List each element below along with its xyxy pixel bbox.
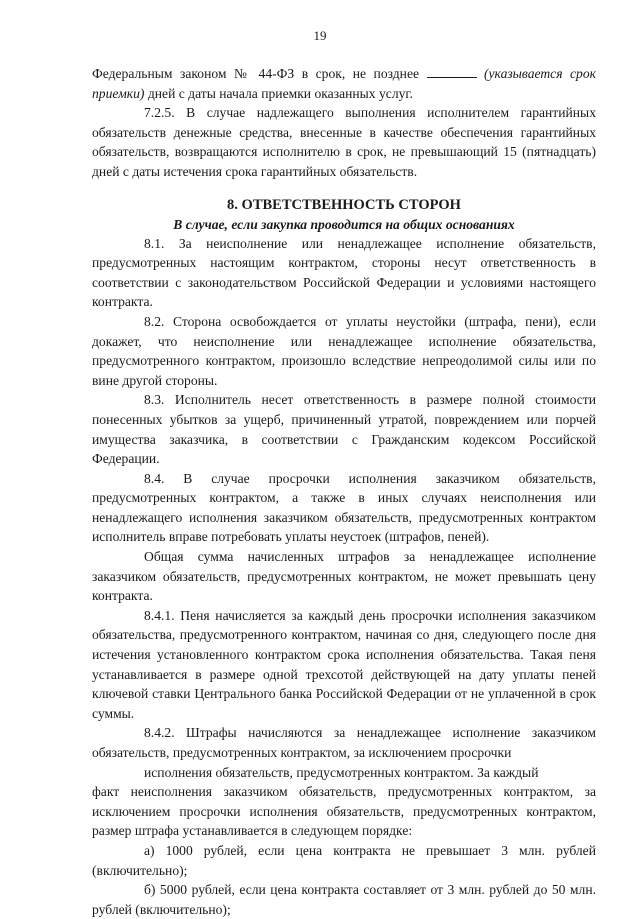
paragraph-item-b: б) 5000 рублей, если цена контракта составляет от 3 млн. рублей до 50 млн. рублей (включительно); bbox=[92, 882, 596, 917]
paragraph-8-4-1: 8.4.1. Пеня начисляется за каждый день просрочки исполнения заказчиком обязательства, предусмотренного контрактом, начиная со дня, следующего после дня истечения установленного контрактом срока исполнения обязательства. Такая пеня устанавливается в размере одной трехсотой действующей на дату уплаты пеней ключевой ставки Центрального банка Российской Федерации от не уплаченной в срок суммы. bbox=[92, 607, 596, 721]
paragraph-deadline-end: дней с даты начала приемки оказанных услуг. bbox=[144, 85, 413, 101]
paragraph-8-4-2: 8.4.2. Штрафы начисляются за ненадлежащее исполнение заказчиком обязательств, предусмотренных контрактом, за исключением просрочки bbox=[92, 725, 596, 760]
paragraph-8-4-2-continued: исполнения обязательств, предусмотренных контрактом. За каждый bbox=[144, 764, 539, 780]
paragraph-8-4: 8.4. В случае просрочки исполнения заказчиком обязательств, предусмотренных контрактом, а также в иных случаях неисполнения или ненадлежащего исполнения заказчиком обязательств, предусмотренных контрактом исполнитель вправе потребовать уплаты неустоек (штрафов, пеней). bbox=[92, 470, 596, 545]
paragraph-total-fines: Общая сумма начисленных штрафов за ненадлежащее исполнение заказчиком обязательств, предусмотренных контрактом, не может превышать цену контракта. bbox=[92, 549, 596, 604]
paragraph-deadline-start: Федеральным законом № 44-ФЗ в срок, не позднее bbox=[92, 66, 427, 81]
paragraph-8-4-2-order: факт неисполнения заказчиком обязательств, предусмотренных контрактом, за исключением просрочки исполнения обязательств, предусмотренных контрактом, размер штрафа устанавливается в следующем порядке: bbox=[92, 784, 596, 839]
page-number: 19 bbox=[313, 28, 327, 43]
paragraph-8-1: 8.1. За неисполнение или ненадлежащее исполнение обязательств, предусмотренных настоящим контрактом, стороны несут ответственность в соответствии с законодательством Российской Федерации и условиями настоящего контракта. bbox=[92, 235, 596, 310]
paragraph-7-2-5: 7.2.5. В случае надлежащего выполнения исполнителем гарантийных обязательств денежные средства, внесенные в качестве обеспечения гарантийных обязательств, возвращаются исполнителю в срок, не превышающий 15 (пятнадцать) дней с даты истечения срока гарантийных обязательств. bbox=[92, 105, 596, 179]
section-heading: 8. ОТВЕТСТВЕННОСТЬ СТОРОН bbox=[227, 196, 461, 213]
blank-field bbox=[427, 65, 477, 78]
paragraph-deadline bbox=[92, 64, 596, 103]
paragraph-8-2: 8.2. Сторона освобождается от уплаты неустойки (штрафа, пени), если докажет, что неисполнение или ненадлежащее исполнение обязательства, предусмотренного контрактом, произошло вследствие непреодолимой силы или по вине другой стороны. bbox=[92, 313, 596, 388]
page-content bbox=[92, 64, 596, 919]
section-subheading: В случае, если закупка проводится на общих основаниях bbox=[173, 216, 515, 232]
paragraph-8-3: 8.3. Исполнитель несет ответственность в размере полной стоимости понесенных убытков за ущерб, причиненный утратой, повреждением или порчей имущества заказчика, в соответствии с Гражданским кодексом Российской Федерации. bbox=[92, 392, 596, 467]
paragraph-deadline-note: (указывается срок приемки) bbox=[92, 66, 596, 101]
paragraph-item-a: а) 1000 рублей, если цена контракта не превышает 3 млн. рублей (включительно); bbox=[92, 842, 596, 878]
